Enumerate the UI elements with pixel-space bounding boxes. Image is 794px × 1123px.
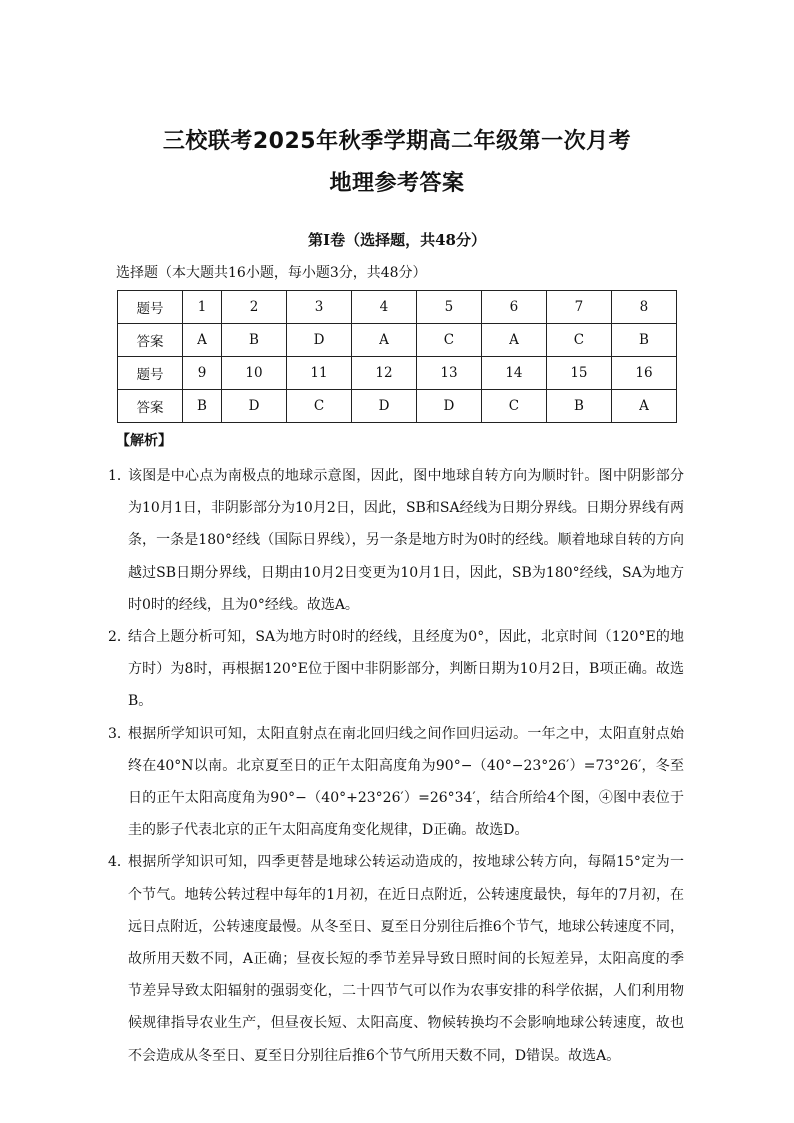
table-cell: B — [222, 324, 287, 357]
table-cell: B — [611, 324, 676, 357]
table-cell: 16 — [611, 357, 676, 390]
table-cell: D — [351, 390, 416, 423]
row-label: 答案 — [118, 324, 183, 357]
row-label: 答案 — [118, 390, 183, 423]
table-cell: 9 — [183, 357, 222, 390]
table-cell: 15 — [546, 357, 611, 390]
analysis-item — [108, 846, 684, 1071]
table-cell: A — [481, 324, 546, 357]
table-cell: A — [183, 324, 222, 357]
table-cell: A — [351, 324, 416, 357]
analysis-number: 1． — [108, 468, 131, 484]
table-cell: 11 — [287, 357, 352, 390]
table-cell: C — [546, 324, 611, 357]
table-cell: D — [222, 390, 287, 423]
analysis-list — [108, 460, 684, 1072]
row-label: 题号 — [118, 291, 183, 324]
analysis-item — [108, 460, 684, 621]
analysis-number: 4． — [108, 854, 131, 871]
document-title: 三校联考2025年秋季学期高二年级第一次月考 — [162, 129, 632, 154]
analysis-text: 结合上题分析可知，SA为地方时0时的经线，且经度为0°，因此，北京时间（120°E的地方时）为8时，再根据120°E位于图中非阴影部分，判断日期为10月2日，B项正确。故选B。 — [128, 629, 684, 710]
table-cell: 14 — [481, 357, 546, 390]
analysis-number: 3． — [108, 725, 131, 742]
table-cell: A — [611, 390, 676, 423]
analysis-text: 根据所学知识可知，太阳直射点在南北回归线之间作回归运动。一年之中，太阳直射点始终在40°N以南。北京夏至日的正午太阳高度角为90°−（40°−23°26′）=73°26′，冬至日的正午太阳高度角为90°−（40°+23°26′）=26°34′，结合所给4个图，④图中表位于圭的影子代表北京的正午太阳高度角变化规律，D正确。故选D。 — [128, 725, 684, 839]
table-cell: 12 — [351, 357, 416, 390]
table-cell: D — [416, 390, 481, 423]
analysis-heading: 【解析】 — [116, 433, 172, 449]
table-cell: B — [183, 390, 222, 423]
analysis-text: 根据所学知识可知，四季更替是地球公转运动造成的，按地球公转方向，每隔15°定为一个节气。地转公转过程中每年的1月初，在近日点附近，公转速度最快，每年的7月初，在远日点附近，公转速度最慢。从冬至日、夏至日分别往后推6个节气，地球公转速度不同，故所用天数不同，A正确；昼夜长短的季节差异导致日照时间的长短差异，太阳高度的季节差异导致太阳辐射的强弱变化，二十四节气可以作为农事安排的科学依据，人们利用物候规律指导农业生产，但昼夜长短、太阳高度、物候转换均不会影响地球公转速度，故也不会造成从冬至日、夏至日分别往后推6个节气所用天数不同，D错误。故选A。 — [128, 854, 684, 1064]
table-cell: 2 — [222, 291, 287, 324]
table-cell: 6 — [481, 291, 546, 324]
table-cell: 7 — [546, 291, 611, 324]
table-cell: 4 — [351, 291, 416, 324]
section-intro: 选择题（本大题共16小题，每小题3分，共48分） — [116, 265, 427, 281]
table-cell: 1 — [183, 291, 222, 324]
analysis-item — [108, 718, 684, 847]
table-cell: D — [287, 324, 352, 357]
table-row — [118, 291, 677, 324]
table-cell: C — [481, 390, 546, 423]
table-cell: 3 — [287, 291, 352, 324]
table-cell: C — [416, 324, 481, 357]
analysis-item — [108, 621, 684, 718]
table-cell: 5 — [416, 291, 481, 324]
table-cell: 13 — [416, 357, 481, 390]
analysis-number: 2． — [108, 629, 131, 646]
section-title: 第Ⅰ卷（选择题，共48分） — [308, 231, 486, 249]
table-row — [118, 390, 677, 423]
analysis-text: 该图是中心点为南极点的地球示意图，因此，图中地球自转方向为顺时针。图中阴影部分为10月1日，非阴影部分为10月2日，因此，SB和SA经线为日期分界线。日期分界线有两条，一条是180°经线（国际日界线），另一条是地方时为0时的经线。顺着地球自转的方向越过SB日期分界线，日期由10月2日变更为10月1日，因此，SB为180°经线，SA为地方时0时的经线，且为0°经线。故选A。 — [128, 468, 684, 613]
table-row — [118, 357, 677, 390]
table-cell: 8 — [611, 291, 676, 324]
table-cell: C — [287, 390, 352, 423]
row-label: 题号 — [118, 357, 183, 390]
table-row — [118, 324, 677, 357]
table-cell: 10 — [222, 357, 287, 390]
document-subtitle: 地理参考答案 — [329, 171, 465, 196]
table-cell: B — [546, 390, 611, 423]
answer-table — [117, 290, 677, 423]
